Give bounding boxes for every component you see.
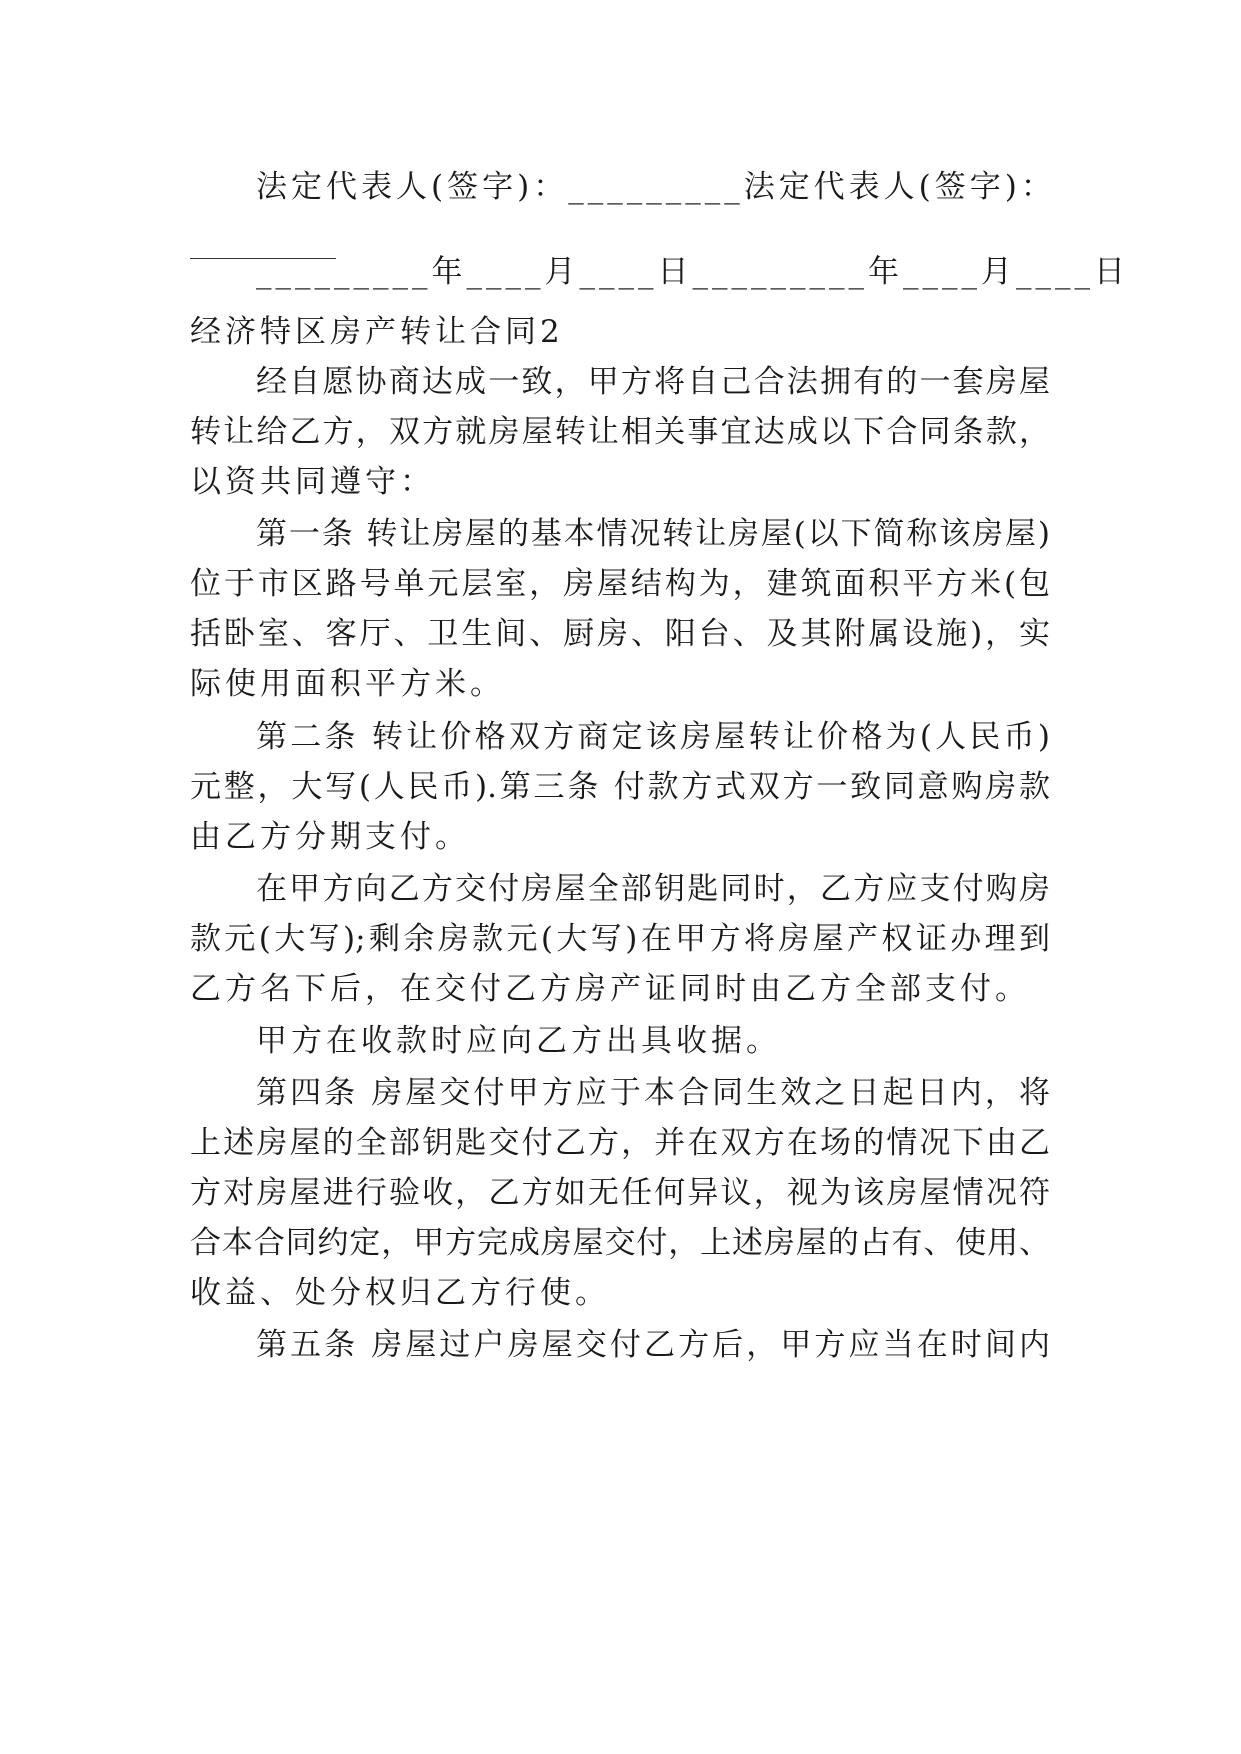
signature-line: 法定代表人(签字)：_________法定代表人(签字)： (256, 169, 1056, 205)
paragraph-line: 以资共同遵守： (190, 464, 435, 500)
paragraph-line: 元整，大写(人民币).第三条 付款方式双方一致同意购房款 (190, 769, 1050, 805)
paragraph-line: 第二条 转让价格双方商定该房屋转让价格为(人民币) (256, 719, 1050, 755)
paragraph-line: 第一条 转让房屋的基本情况转让房屋(以下简称该房屋) (256, 516, 1050, 552)
paragraph-line: 方对房屋进行验收，乙方如无任何异议，视为该房屋情况符 (190, 1175, 1050, 1211)
paragraph-line: 第四条 房屋交付甲方应于本合同生效之日起日内，将 (256, 1075, 1050, 1111)
paragraph-line: 在甲方向乙方交付房屋全部钥匙同时，乙方应支付购房 (256, 871, 1050, 907)
paragraph-line: 括卧室、客厅、卫生间、厨房、阳台、及其附属设施)，实 (190, 616, 1050, 652)
document-heading: 经济特区房产转让合同2 (190, 314, 564, 350)
date-line: _________年____月____日_________年____月____日 (256, 254, 1129, 290)
paragraph-line: 上述房屋的全部钥匙交付乙方，并在双方在场的情况下由乙 (190, 1125, 1050, 1161)
paragraph-line: 际使用面积平方米。 (190, 666, 505, 702)
paragraph-line: 甲方在收款时应向乙方出具收据。 (256, 1023, 781, 1059)
paragraph-line: 由乙方分期支付。 (190, 819, 470, 855)
paragraph-line: 收益、处分权归乙方行使。 (190, 1275, 610, 1311)
paragraph-line: 第五条 房屋过户房屋交付乙方后，甲方应当在时间内 (256, 1327, 1050, 1363)
paragraph-line: 合本合同约定，甲方完成房屋交付，上述房屋的占有、使用、 (190, 1225, 1050, 1261)
paragraph-line: 乙方名下后，在交付乙方房产证同时由乙方全部支付。 (190, 971, 1030, 1007)
paragraph-line: 位于市区路号单元层室，房屋结构为，建筑面积平方米(包 (190, 566, 1050, 602)
paragraph-line: 经自愿协商达成一致，甲方将自己合法拥有的一套房屋 (256, 364, 1050, 400)
paragraph-line: 转让给乙方，双方就房屋转让相关事宜达成以下合同条款， (190, 414, 1050, 450)
paragraph-line: 款元(大写);剩余房款元(大写)在甲方将房屋产权证办理到 (190, 921, 1050, 957)
